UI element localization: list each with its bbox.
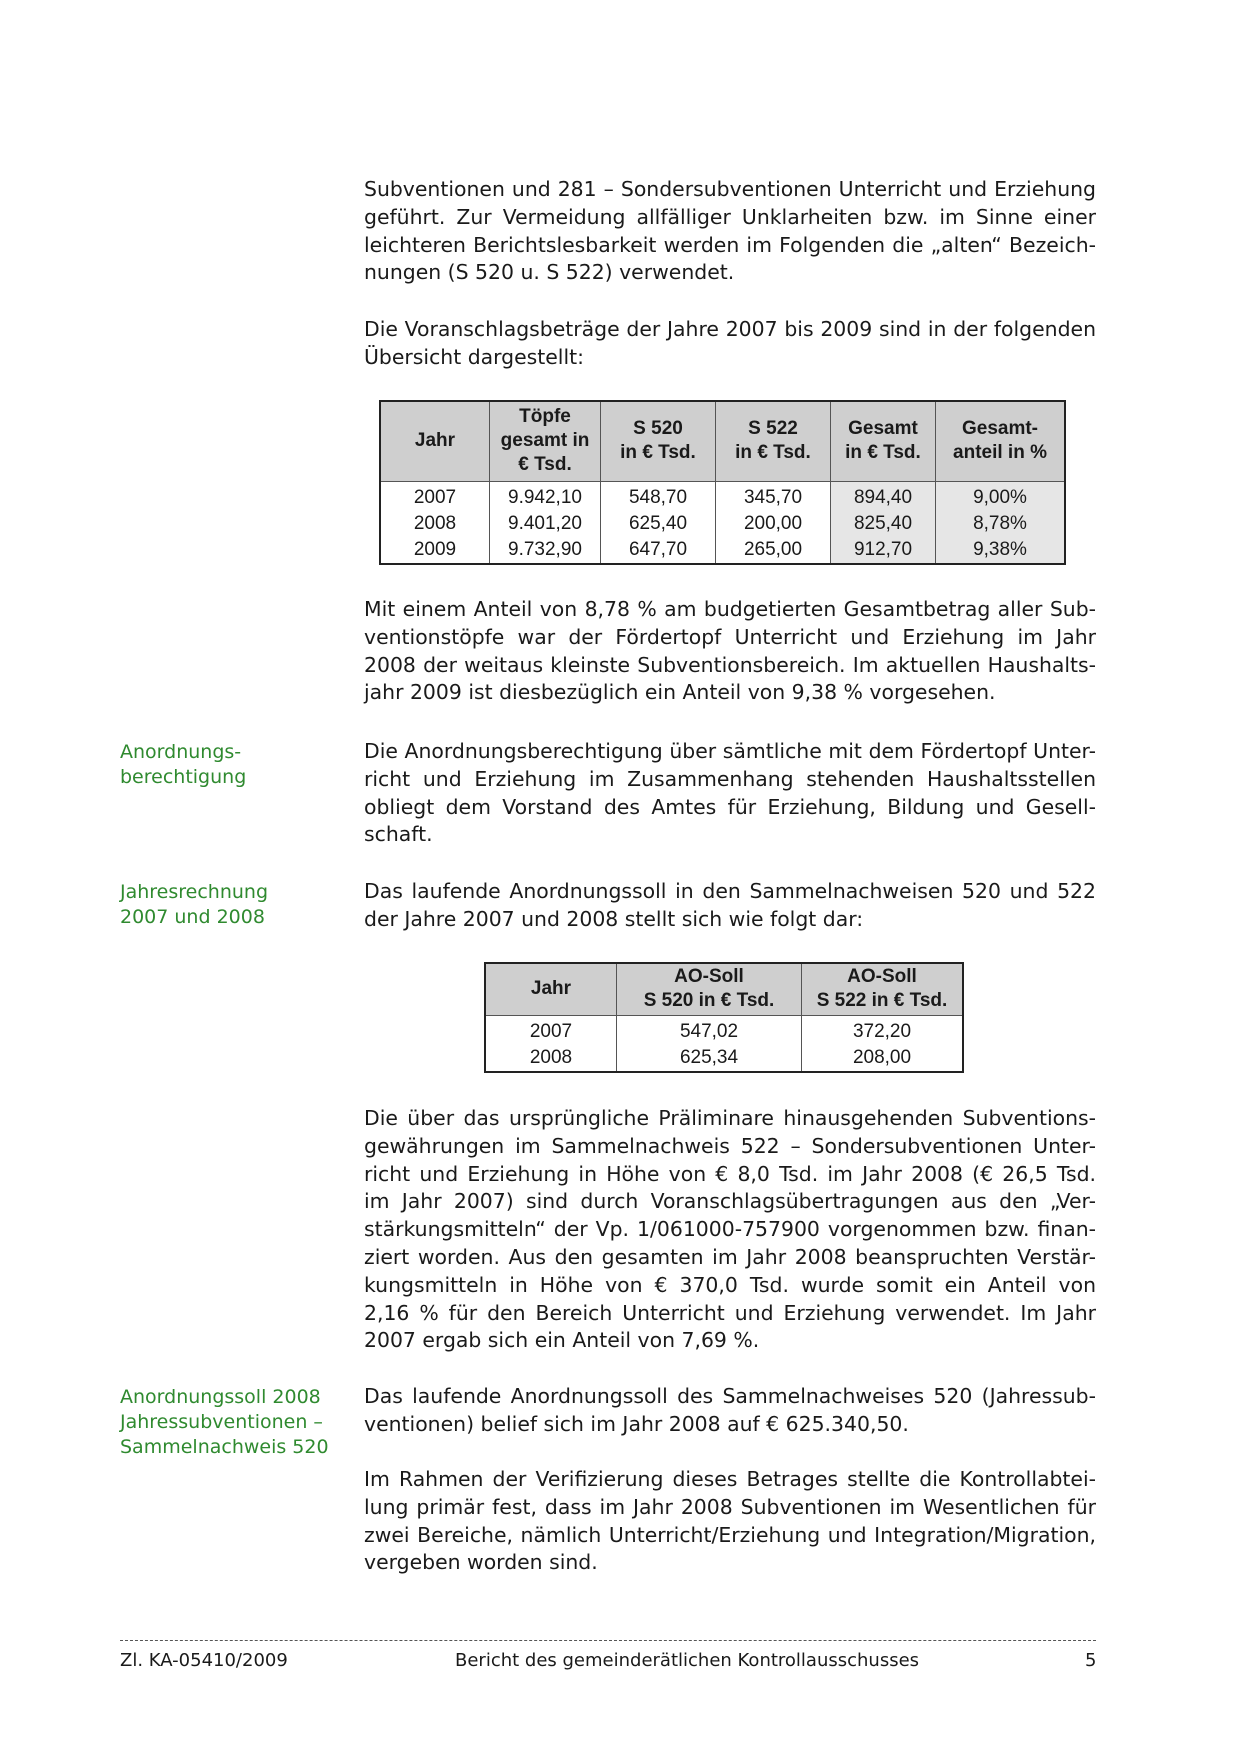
text-line: nungen (S 520 u. S 522) verwendet. <box>364 260 735 285</box>
cell: 9.732,90 <box>490 537 601 564</box>
text-line: lung primär fest, dass im Jahr 2008 Subventionen im Wesentlichen für <box>364 1494 1096 1519</box>
text-line: 2007 ergab sich ein Anteil von 7,69 %. <box>364 1328 760 1353</box>
text-line: richt und Erziehung im Zusammenhang stehenden Haushaltsstellen <box>364 766 1096 791</box>
cell: 825,40 <box>831 511 936 537</box>
cell: 912,70 <box>831 537 936 564</box>
table-header-row <box>380 401 1065 481</box>
cell: 647,70 <box>601 537 716 564</box>
margin-note-anordnungsberechtigung: Anordnungs- berechtigung <box>120 741 247 788</box>
cell: 548,70 <box>601 481 716 511</box>
header-jahr: Jahr <box>380 401 490 481</box>
table-row <box>485 1015 963 1045</box>
paragraph-anteil <box>364 596 1096 707</box>
text-line: Die Anordnungsberechtigung über sämtliche mit dem Fördertopf Unter- <box>364 739 1096 763</box>
cell: 2008 <box>380 511 490 537</box>
table-row <box>485 1045 963 1072</box>
cell: 547,02 <box>617 1015 802 1045</box>
paragraph-verifizierung <box>364 1466 1096 1577</box>
text-line: leichteren Berichtslesbarkeit werden im Folgenden die „alten“ Bezeich- <box>364 232 1096 257</box>
cell: 9.942,10 <box>490 481 601 511</box>
text-line: vergeben worden sind. <box>364 1550 598 1575</box>
paragraph-intro <box>364 176 1096 287</box>
text-line: Die Voranschlagsbeträge der Jahre 2007 bis 2009 sind in der folgenden <box>364 317 1096 341</box>
text-line: ventionstöpfe war der Fördertopf Unterricht und Erziehung im Jahr <box>364 624 1096 649</box>
paragraph-anordnungsberechtigung <box>364 738 1096 849</box>
footer-reference: Zl. KA-05410/2009 <box>120 1650 288 1671</box>
cell: 208,00 <box>802 1045 964 1072</box>
header-s520: S 520 in € Tsd. <box>601 401 716 481</box>
text-line: richt und Erziehung in Höhe von € 8,0 Tsd. im Jahr 2008 (€ 26,5 Tsd. <box>364 1161 1096 1186</box>
page-number: 5 <box>1085 1650 1097 1671</box>
text-line: zwei Bereiche, nämlich Unterricht/Erziehung und Integration/Migration, <box>364 1522 1096 1547</box>
text-line: kungsmitteln in Höhe von € 370,0 Tsd. wurde somit ein Anteil von <box>364 1272 1096 1297</box>
cell: 2007 <box>380 481 490 511</box>
header-s522: S 522 in € Tsd. <box>716 401 831 481</box>
text-line: 2,16 % für den Bereich Unterricht und Erziehung verwendet. Im Jahr <box>364 1300 1096 1325</box>
header-ao-soll-522: AO-Soll S 522 in € Tsd. <box>802 963 964 1015</box>
cell: 9,00% <box>936 481 1066 511</box>
header-toepfe: Töpfe gesamt in € Tsd. <box>490 401 601 481</box>
text-line: Übersicht dargestellt: <box>364 344 585 369</box>
header-gesamtanteil: Gesamt- anteil in % <box>936 401 1066 481</box>
text-line: Im Rahmen der Verifizierung dieses Betrages stellte die Kontrollabtei- <box>364 1467 1096 1491</box>
cell: 8,78% <box>936 511 1066 537</box>
cell: 200,00 <box>716 511 831 537</box>
paragraph-voranschlag <box>364 316 1096 372</box>
text-line: Subventionen und 281 – Sondersubventionen Unterricht und Erziehung <box>364 177 1096 201</box>
paragraph-jahressubventionen <box>364 1383 1096 1439</box>
text-line: 2008 der weitaus kleinste Subventionsbereich. Im aktuellen Haushalts- <box>364 652 1096 677</box>
table-row <box>380 511 1065 537</box>
text-line: stärkungsmitteln“ der Vp. 1/061000-757900 vorgenommen bzw. finan- <box>364 1217 1096 1242</box>
margin-note-jahresrechnung: Jahresrechnung 2007 und 2008 <box>120 881 269 928</box>
cell: 345,70 <box>716 481 831 511</box>
header-gesamt: Gesamt in € Tsd. <box>831 401 936 481</box>
text-line: ventionen) belief sich im Jahr 2008 auf € 625.340,50. <box>364 1411 909 1436</box>
cell: 2009 <box>380 537 490 564</box>
text-line: jahr 2009 ist diesbezüglich ein Anteil von 9,38 % vorgesehen. <box>364 680 996 705</box>
text-line: geführt. Zur Vermeidung allfälliger Unklarheiten bzw. im Sinne einer <box>364 204 1096 229</box>
cell: 2008 <box>485 1045 617 1072</box>
text-line: Mit einem Anteil von 8,78 % am budgetierten Gesamtbetrag aller Sub- <box>364 597 1096 621</box>
text-line: der Jahre 2007 und 2008 stellt sich wie folgt dar: <box>364 906 864 931</box>
text-line: gewährungen im Sammelnachweis 522 – Sondersubventionen Unter- <box>364 1133 1096 1158</box>
text-line: ziert worden. Aus den gesamten im Jahr 2008 beanspruchten Verstär- <box>364 1244 1096 1269</box>
ao-soll-table <box>484 962 964 1073</box>
cell: 9.401,20 <box>490 511 601 537</box>
text-line: Das laufende Anordnungssoll des Sammelnachweises 520 (Jahressub- <box>364 1384 1096 1408</box>
cell: 894,40 <box>831 481 936 511</box>
table-row <box>380 537 1065 564</box>
voranschlag-table <box>379 400 1066 565</box>
cell: 2007 <box>485 1015 617 1045</box>
cell: 625,40 <box>601 511 716 537</box>
cell: 625,34 <box>617 1045 802 1072</box>
header-ao-soll-520: AO-Soll S 520 in € Tsd. <box>617 963 802 1015</box>
text-line: obliegt dem Vorstand des Amtes für Erziehung, Bildung und Gesell- <box>364 794 1096 819</box>
footer-divider <box>120 1640 1096 1641</box>
cell: 9,38% <box>936 537 1066 564</box>
table-header-row <box>485 963 963 1015</box>
cell: 372,20 <box>802 1015 964 1045</box>
text-line: schaft. <box>364 822 433 847</box>
paragraph-praeliminare <box>364 1105 1096 1355</box>
paragraph-anordnungssoll <box>364 878 1096 934</box>
footer-title: Bericht des gemeinderätlichen Kontrollausschusses <box>455 1650 920 1671</box>
header-jahr: Jahr <box>485 963 617 1015</box>
table-row <box>380 481 1065 511</box>
text-line: Das laufende Anordnungssoll in den Sammelnachweisen 520 und 522 <box>364 879 1096 903</box>
cell: 265,00 <box>716 537 831 564</box>
text-line: Die über das ursprüngliche Präliminare hinausgehenden Subventions- <box>364 1106 1096 1130</box>
margin-note-anordnungssoll-2008: Anordnungssoll 2008 Jahressubventionen – Sammelnachweis 520 <box>120 1386 329 1458</box>
text-line: im Jahr 2007) sind durch Voranschlagsübertragungen aus den „Ver- <box>364 1189 1096 1214</box>
